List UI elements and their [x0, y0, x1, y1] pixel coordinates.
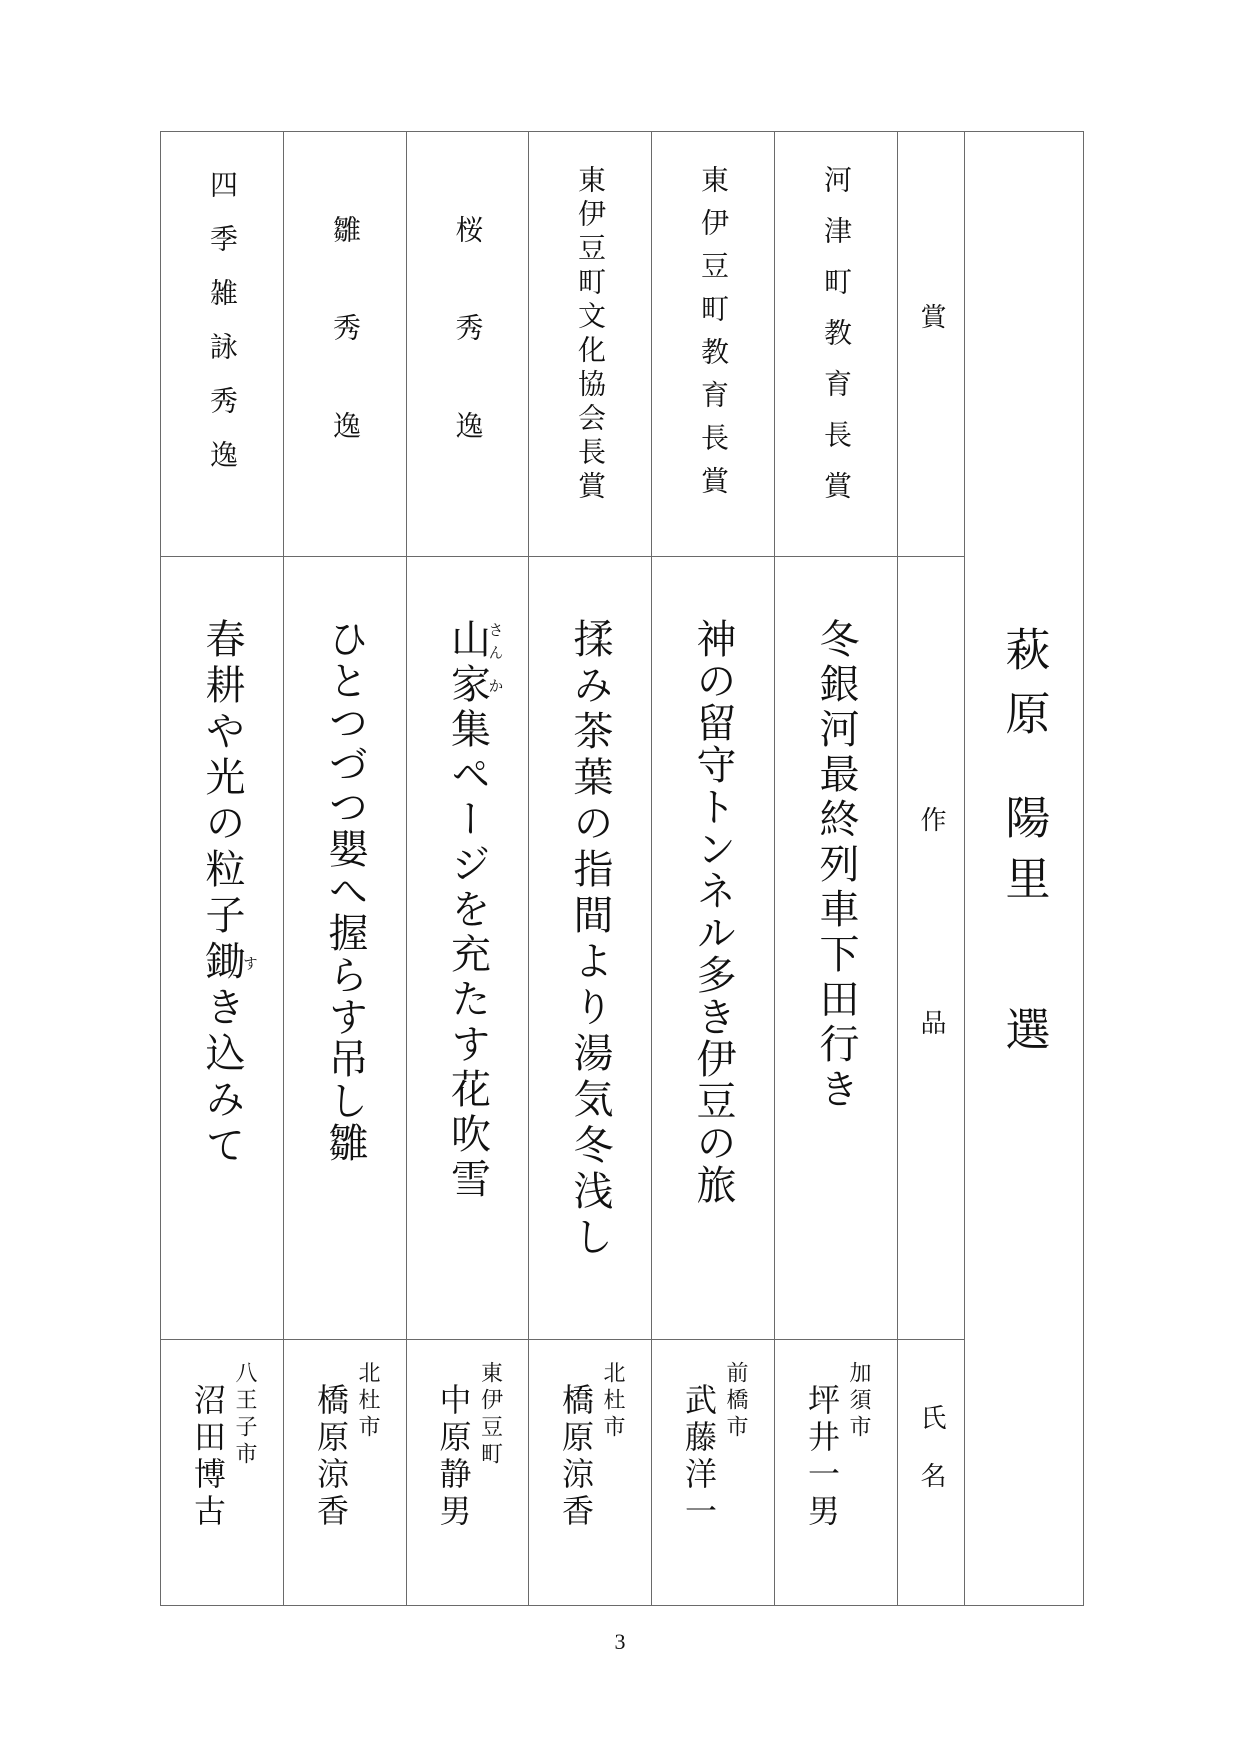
work-text: [813, 618, 859, 1113]
ruby-reading: す: [241, 940, 259, 986]
work-text: [690, 618, 736, 1206]
ruby-base: 家: [444, 663, 491, 708]
ruby-base: 鋤: [199, 940, 245, 986]
header-name-label: 氏名: [916, 1404, 946, 1520]
selector-cell: [965, 132, 1083, 1605]
author-cell: [407, 1340, 528, 1605]
work-cell: [529, 557, 651, 1339]
author-city: 前橋市: [723, 1361, 748, 1442]
author-city: 八王子市: [232, 1361, 257, 1469]
work-text: [199, 618, 259, 1170]
work-cell: [652, 557, 774, 1339]
page-number: 3: [614, 1629, 626, 1654]
author-cell: [284, 1340, 406, 1605]
author-cell: [652, 1340, 774, 1605]
award-cell: [529, 132, 651, 556]
ruby-reading: か: [486, 663, 505, 708]
author-cell: [775, 1340, 897, 1605]
award-text: 四季雑詠秀逸: [206, 170, 239, 494]
header-work-cell: [898, 557, 964, 1339]
work-segment: 冬銀河最終列車下田行き: [813, 618, 859, 1113]
award-text: 東伊豆町教育長賞: [697, 165, 730, 509]
author-city: 加須市: [846, 1361, 871, 1442]
author-name: 中原静男: [434, 1383, 473, 1531]
award-text: 河津町教育長賞: [820, 165, 853, 522]
ruby-annotated-char: [444, 618, 505, 663]
selection-table: [160, 131, 1084, 1606]
work-segment: 神の留守トンネル多き伊豆の旅: [690, 618, 736, 1206]
header-award-cell: [898, 132, 964, 556]
ruby-base: 山: [444, 618, 491, 663]
selector-suffix: 選: [997, 1006, 1051, 1051]
author-name: 武藤洋一: [680, 1383, 718, 1531]
award-text: 雛秀逸: [329, 215, 362, 509]
author-cell: [529, 1340, 651, 1605]
header-name-cell: [898, 1340, 964, 1605]
author-city: 北杜市: [355, 1361, 380, 1442]
selector-surname: 萩原: [997, 626, 1051, 754]
author-city: 北杜市: [600, 1361, 625, 1442]
award-cell: [652, 132, 774, 556]
header-work-label: 作品: [916, 806, 946, 1212]
ruby-annotated-char: [199, 940, 259, 986]
work-segment: 集ページを充たす花吹雪: [444, 708, 491, 1203]
author-name: 橋原涼香: [312, 1383, 350, 1531]
selector-given-name: 陽里: [997, 794, 1051, 916]
award-text: 桜秀逸: [451, 215, 485, 509]
work-segment: き込みて: [199, 986, 245, 1170]
author-cell: [161, 1340, 283, 1605]
award-cell: [407, 132, 528, 556]
work-cell: [161, 557, 283, 1339]
author-name: 坪井一男: [803, 1383, 841, 1531]
author-name: 橋原涼香: [557, 1383, 595, 1531]
ruby-reading: さん: [486, 618, 505, 663]
work-text: [567, 618, 613, 1262]
work-cell: [775, 557, 897, 1339]
header-award-label: 賞: [916, 303, 946, 329]
author-name: 沼田博古: [189, 1383, 227, 1531]
ruby-annotated-char: [444, 663, 505, 708]
author-city: 東伊豆町: [477, 1361, 503, 1469]
work-cell: [284, 557, 406, 1339]
work-segment: 揉み茶葉の指間より湯気冬浅し: [567, 618, 613, 1262]
work-text: [322, 618, 368, 1164]
work-cell: [407, 557, 528, 1339]
award-text: 東伊豆町文化協会長賞: [574, 165, 607, 505]
award-cell: [284, 132, 406, 556]
work-text: [444, 618, 505, 1203]
work-segment: ひとつづつ嬰へ握らす吊し雛: [322, 618, 368, 1164]
award-cell: [161, 132, 283, 556]
work-segment: 春耕や光の粒子: [199, 618, 245, 940]
award-cell: [775, 132, 897, 556]
